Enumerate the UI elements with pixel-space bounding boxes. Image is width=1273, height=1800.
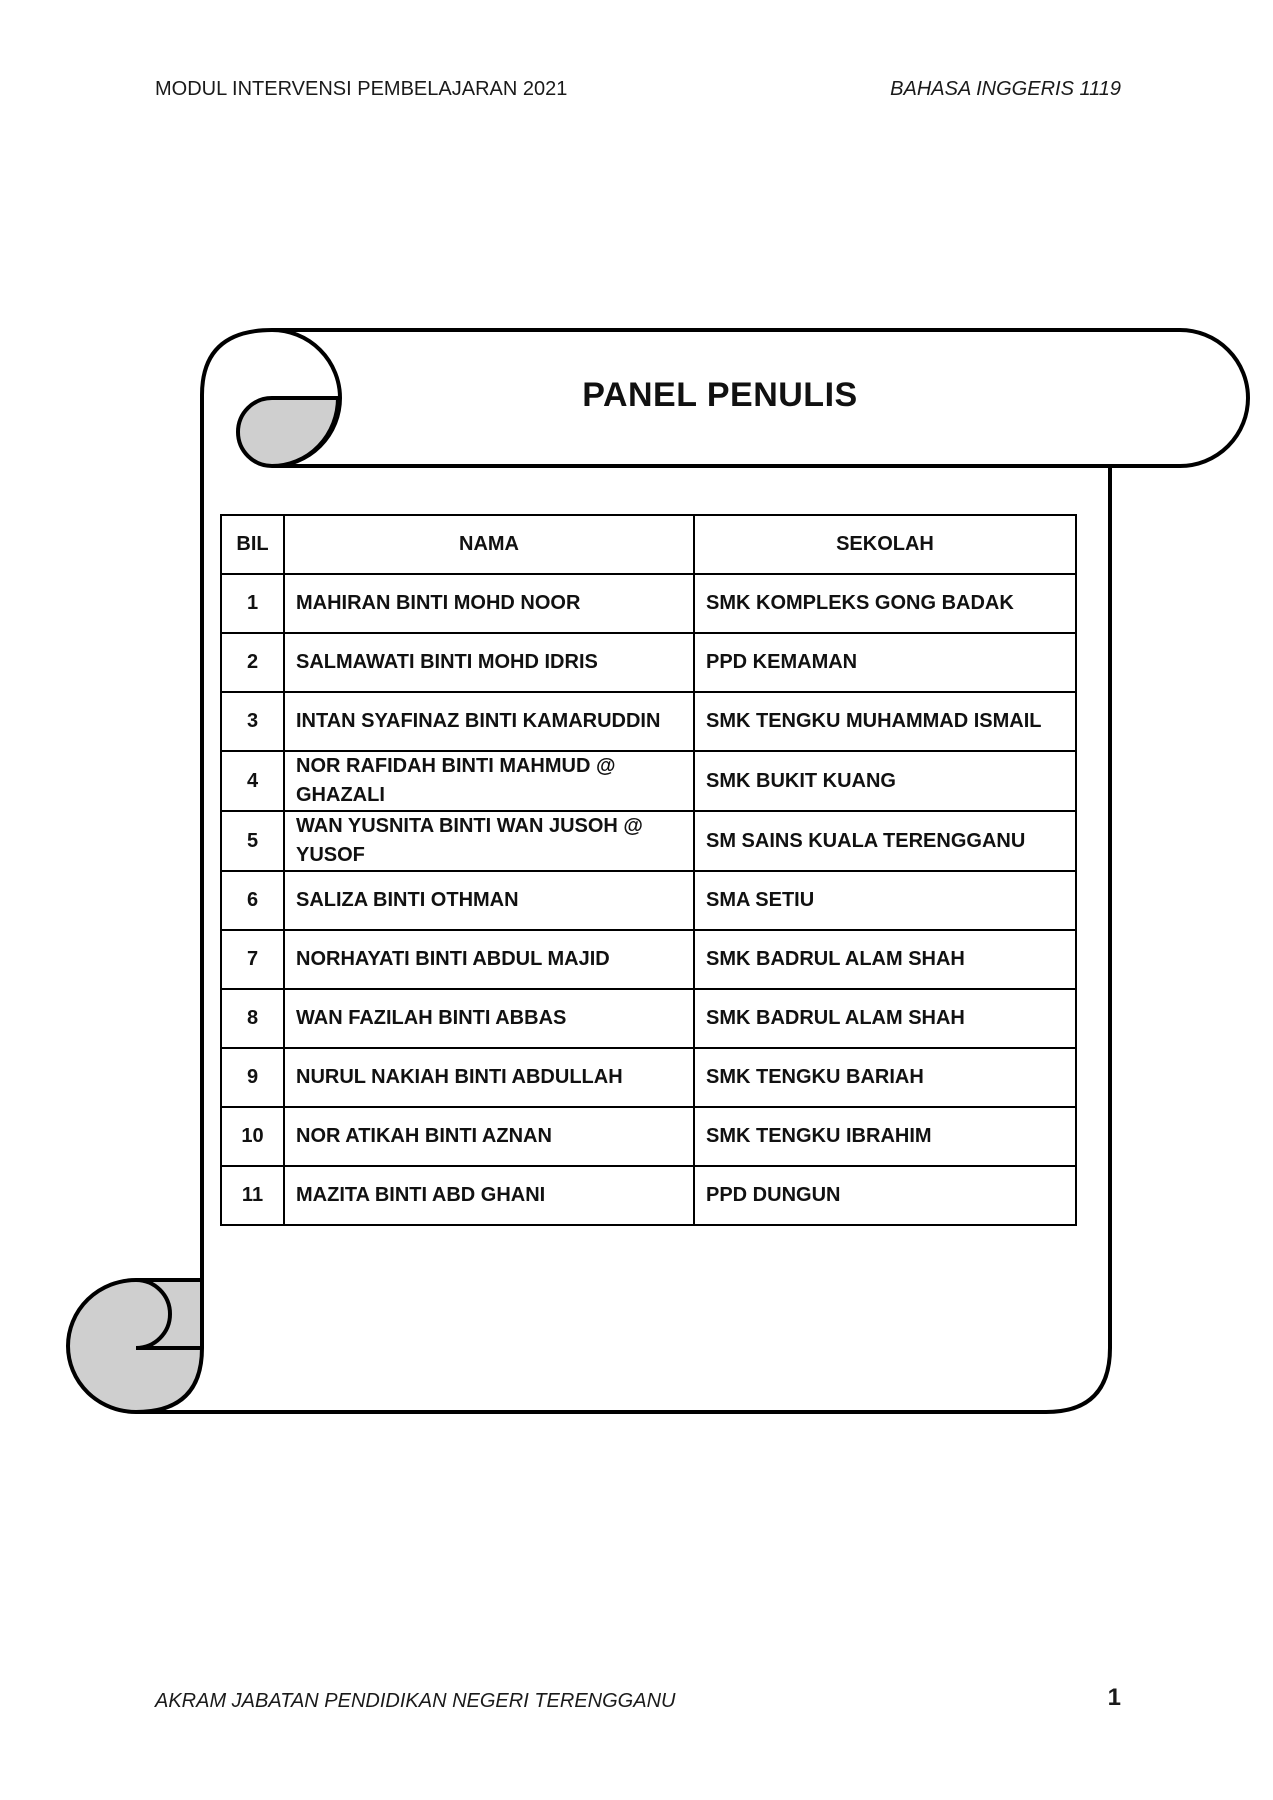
row-sekolah: SMK BUKIT KUANG <box>694 751 1076 811</box>
table-row <box>221 989 1076 1048</box>
row-bil: 2 <box>221 633 284 692</box>
table-row <box>221 811 1076 871</box>
table-row <box>221 871 1076 930</box>
row-nama: NURUL NAKIAH BINTI ABDULLAH <box>284 1048 694 1107</box>
row-bil: 5 <box>221 811 284 871</box>
header-bil: BIL <box>221 515 284 574</box>
table-row <box>221 1048 1076 1107</box>
table-row <box>221 930 1076 989</box>
row-sekolah: SMK BADRUL ALAM SHAH <box>694 930 1076 989</box>
row-sekolah: PPD DUNGUN <box>694 1166 1076 1225</box>
row-bil: 1 <box>221 574 284 633</box>
row-bil: 8 <box>221 989 284 1048</box>
header-sekolah: SEKOLAH <box>694 515 1076 574</box>
row-bil: 4 <box>221 751 284 811</box>
row-nama: NORHAYATI BINTI ABDUL MAJID <box>284 930 694 989</box>
row-bil: 10 <box>221 1107 284 1166</box>
table-row <box>221 1166 1076 1225</box>
row-nama: WAN FAZILAH BINTI ABBAS <box>284 989 694 1048</box>
row-sekolah: SM SAINS KUALA TERENGGANU <box>694 811 1076 871</box>
row-sekolah: SMK KOMPLEKS GONG BADAK <box>694 574 1076 633</box>
row-bil: 3 <box>221 692 284 751</box>
row-sekolah: SMK TENGKU BARIAH <box>694 1048 1076 1107</box>
table-row <box>221 1107 1076 1166</box>
row-nama: NOR RAFIDAH BINTI MAHMUD @ GHAZALI <box>284 751 694 811</box>
page-number: 1 <box>1107 1684 1121 1711</box>
header-subject: BAHASA INGGERIS 1119 <box>890 78 1121 100</box>
header-nama: NAMA <box>284 515 694 574</box>
header-module-title: MODUL INTERVENSI PEMBELAJARAN 2021 <box>155 78 568 100</box>
row-bil: 9 <box>221 1048 284 1107</box>
table-row <box>221 751 1076 811</box>
footer-organisation: AKRAM JABATAN PENDIDIKAN NEGERI TERENGGANU <box>155 1690 676 1712</box>
row-nama: MAHIRAN BINTI MOHD NOOR <box>284 574 694 633</box>
row-bil: 11 <box>221 1166 284 1225</box>
row-nama: SALMAWATI BINTI MOHD IDRIS <box>284 633 694 692</box>
row-nama: WAN YUSNITA BINTI WAN JUSOH @ YUSOF <box>284 811 694 871</box>
row-sekolah: SMA SETIU <box>694 871 1076 930</box>
row-bil: 6 <box>221 871 284 930</box>
table-row <box>221 633 1076 692</box>
row-bil: 7 <box>221 930 284 989</box>
row-nama: NOR ATIKAH BINTI AZNAN <box>284 1107 694 1166</box>
writers-table <box>220 514 1077 1226</box>
row-nama: MAZITA BINTI ABD GHANI <box>284 1166 694 1225</box>
table-header-row <box>221 515 1076 574</box>
panel-title: PANEL PENULIS <box>582 376 858 414</box>
row-nama: SALIZA BINTI OTHMAN <box>284 871 694 930</box>
table-row <box>221 692 1076 751</box>
row-nama: INTAN SYAFINAZ BINTI KAMARUDDIN <box>284 692 694 751</box>
row-sekolah: PPD KEMAMAN <box>694 633 1076 692</box>
row-sekolah: SMK BADRUL ALAM SHAH <box>694 989 1076 1048</box>
row-sekolah: SMK TENGKU IBRAHIM <box>694 1107 1076 1166</box>
row-sekolah: SMK TENGKU MUHAMMAD ISMAIL <box>694 692 1076 751</box>
table-row <box>221 574 1076 633</box>
